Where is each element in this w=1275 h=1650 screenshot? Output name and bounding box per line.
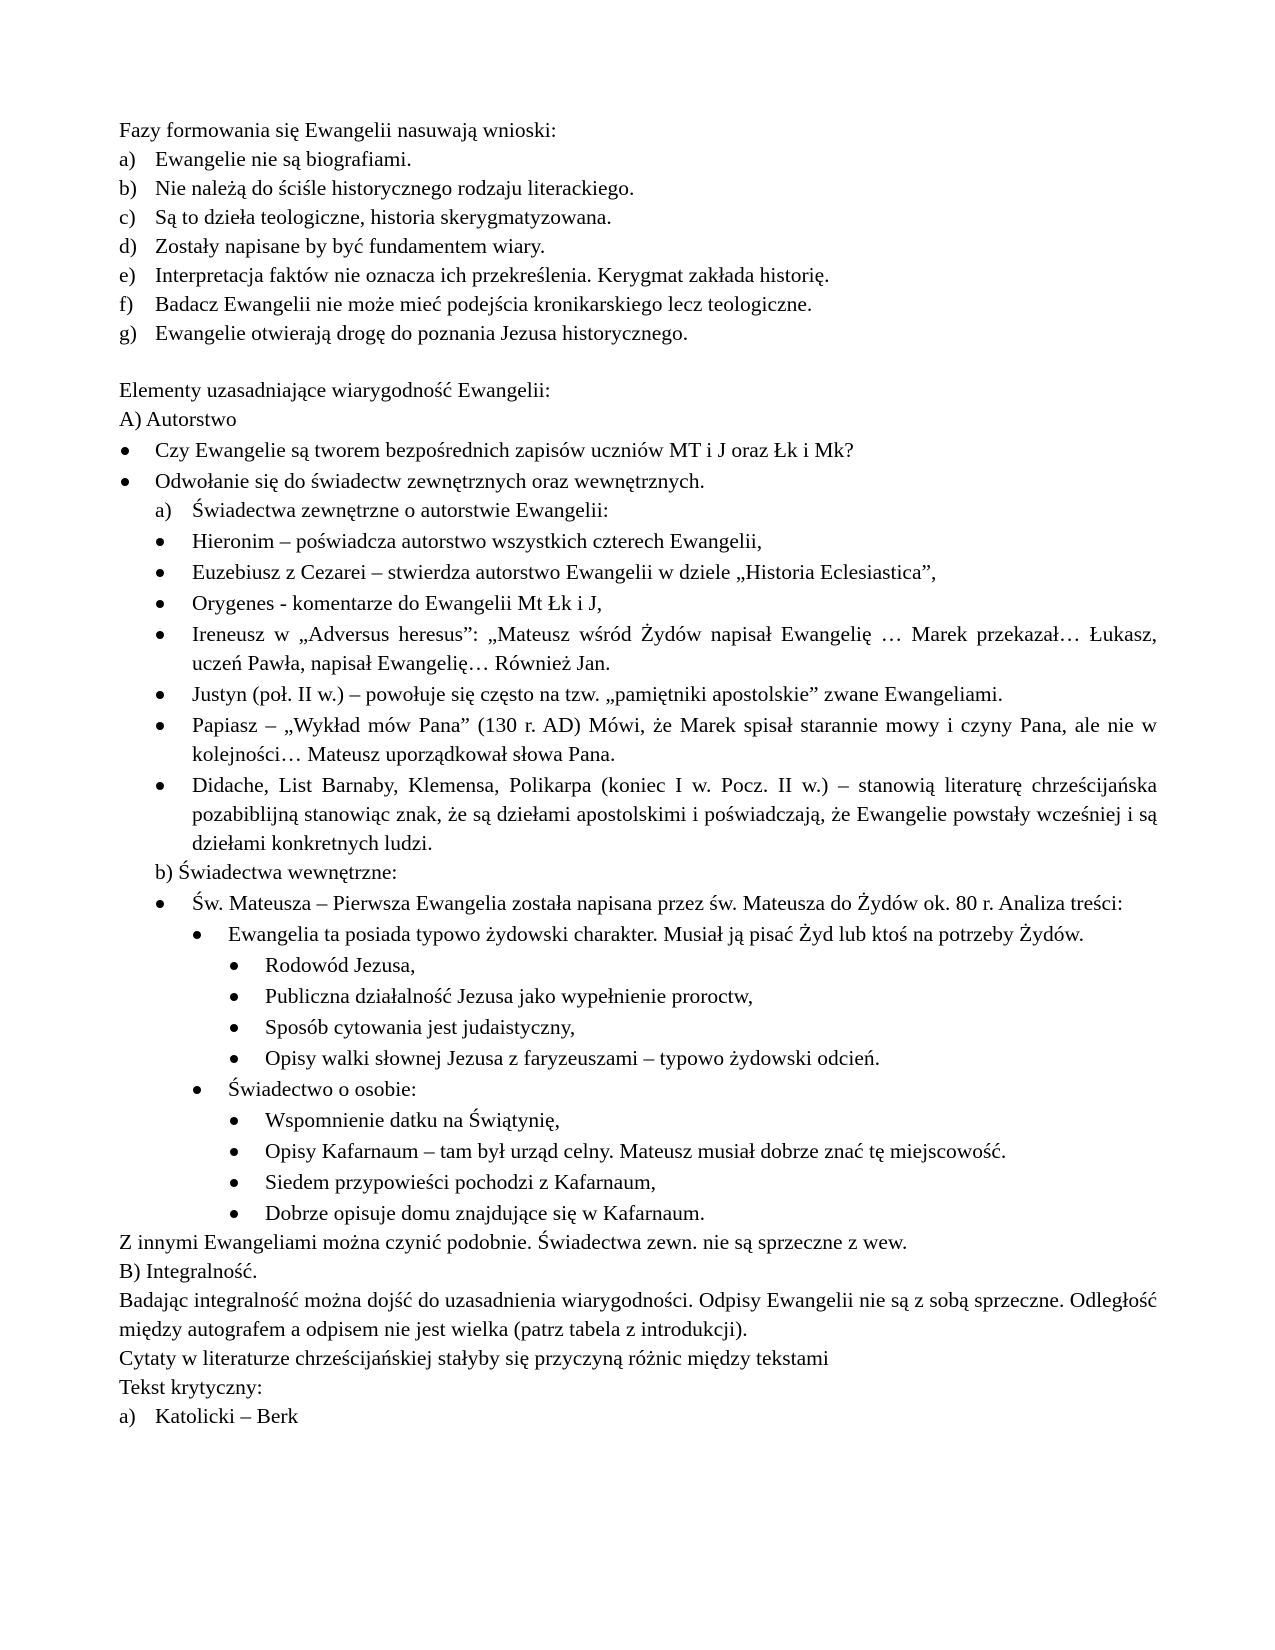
list-item-text: Są to dzieła teologiczne, historia skerygmatyzowana. [155, 205, 612, 229]
bullet-icon [230, 1117, 238, 1125]
bullet-text: Dobrze opisuje domu znajdujące się w Kafarnaum. [265, 1201, 705, 1225]
list-item-text: Nie należą do ściśle historycznego rodzaju literackiego. [155, 176, 635, 200]
bullet-icon [230, 1179, 238, 1187]
bullet-item [119, 527, 1157, 556]
bullet-icon [193, 931, 201, 939]
bullet-item [119, 589, 1157, 618]
bullet-icon [121, 447, 129, 455]
bullet-text: Publiczna działalność Jezusa jako wypełnienie proroctw, [265, 984, 754, 1008]
bullet-icon [230, 1148, 238, 1156]
bullet-text: Ireneusz w „Adversus heresus”: „Mateusz wśród Żydów napisał Ewangelię … Marek przekazał… Łukasz, uczeń Pawła, napisał Ewangelię… Również Jan. [192, 622, 1157, 675]
bullet-icon [156, 900, 164, 908]
quotes-paragraph: Cytaty w literaturze chrześcijańskiej stałyby się przyczyną różnic między tekstami [119, 1346, 829, 1370]
list-item-text: Ewangelie otwierają drogę do poznania Jezusa historycznego. [155, 321, 689, 345]
bullet-icon [156, 691, 164, 699]
integrity-paragraph: Badając integralność można dojść do uzasadnienia wiarygodności. Odpisy Ewangelii nie są z sobą sprzeczne. Odległość między autografem a odpisem nie jest wielka (patrz tabela z introdukcji). [119, 1288, 1157, 1341]
bullet-text: Odwołanie się do świadectw zewnętrznych oraz wewnętrznych. [155, 469, 705, 493]
bullet-text: Wspomnienie datku na Świątynię, [265, 1108, 560, 1132]
bullet-item [119, 1199, 1157, 1228]
bullet-icon [156, 538, 164, 546]
bullet-item [119, 771, 1157, 858]
list-item [119, 290, 1157, 319]
list-item [119, 145, 1157, 174]
bullet-text: Opisy Kafarnaum – tam był urząd celny. Mateusz musiał dobrze znać tę miejscowość. [265, 1139, 1007, 1163]
bullet-text: Św. Mateusza – Pierwsza Ewangelia została napisana przez św. Mateusza do Żydów ok. 80 r. Analiza treści: [192, 891, 1123, 915]
other-gospels-paragraph: Z innymi Ewangeliami można czynić podobnie. Świadectwa zewn. nie są sprzeczne z wew. [119, 1230, 908, 1254]
bullet-text: Opisy walki słownej Jezusa z faryzeuszami – typowo żydowski odcień. [265, 1046, 880, 1070]
integrity-subheading: B) Integralność. [119, 1259, 258, 1283]
document-body [119, 116, 1157, 1431]
bullet-text: Justyn (poł. II w.) – powołuje się często na tzw. „pamiętniki apostolskie” zwane Ewangeliami. [192, 682, 1003, 706]
bullet-text: Euzebiusz z Cezarei – stwierdza autorstwo Ewangelii w dziele „Historia Eclesiastica”, [192, 560, 937, 584]
list-item [119, 232, 1157, 261]
bullet-item [119, 711, 1157, 769]
bullet-icon [156, 782, 164, 790]
bullet-icon [193, 1086, 201, 1094]
bullet-icon [156, 600, 164, 608]
bullet-icon [156, 722, 164, 730]
bullet-item [119, 436, 1157, 465]
list-item [119, 203, 1157, 232]
list-marker: g) [119, 321, 137, 345]
paragraph-gap [119, 348, 1157, 376]
bullet-text: Czy Ewangelie są tworem bezpośrednich zapisów uczniów MT i J oraz Łk i Mk? [155, 438, 854, 462]
bullet-icon [230, 1055, 238, 1063]
bullet-text: Hieronim – poświadcza autorstwo wszystkich czterech Ewangelii, [192, 529, 763, 553]
list-item-text: Zostały napisane by być fundamentem wiary. [155, 234, 546, 258]
bullet-icon [230, 962, 238, 970]
bullet-text: Didache, List Barnaby, Klemensa, Polikarpa (koniec I w. Pocz. II w.) – stanowią literaturę chrześcijańska pozabiblijną stanowiąc znak, że są dziełami apostolskimi i poświadczają, że Ewangelie powstały wcześniej i są dziełami konkretnych ludzi. [192, 773, 1157, 855]
list-item-text: Ewangelie nie są biografiami. [155, 147, 412, 171]
bullet-item [119, 1106, 1157, 1135]
bullet-item [119, 920, 1157, 949]
external-testimony-heading [119, 496, 1157, 525]
list-marker: a) [155, 498, 172, 522]
bullet-text: Orygenes - komentarze do Ewangelii Mt Łk i J, [192, 591, 603, 615]
list-item [119, 319, 1157, 348]
bullet-icon [156, 569, 164, 577]
bullet-text: Papiasz – „Wykład mów Pana” (130 r. AD) Mówi, że Marek spisał starannie mowy i czyny Pana, ale nie w kolejności… Mateusz uporządkował słowa Pana. [192, 713, 1157, 766]
bullet-text: Siedem przypowieści pochodzi z Kafarnaum, [265, 1170, 657, 1194]
bullet-text: Ewangelia ta posiada typowo żydowski charakter. Musiał ją pisać Żyd lub ktoś na potrzeby Żydów. [228, 922, 1085, 946]
bullet-icon [156, 631, 164, 639]
bullet-text: Sposób cytowania jest judaistyczny, [265, 1015, 576, 1039]
bullet-item [119, 1137, 1157, 1166]
list-marker: a) [119, 147, 136, 171]
bullet-icon [230, 1024, 238, 1032]
list-item [119, 174, 1157, 203]
bullet-icon [121, 478, 129, 486]
bullet-item [119, 680, 1157, 709]
list-marker: e) [119, 263, 136, 287]
list-item-text: Katolicki – Berk [155, 1404, 299, 1428]
authorship-subheading: A) Autorstwo [119, 407, 237, 431]
heading-text: Świadectwa zewnętrzne o autorstwie Ewangelii: [192, 498, 609, 522]
bullet-item [119, 982, 1157, 1011]
internal-testimony-heading: b) Świadectwa wewnętrzne: [155, 860, 398, 884]
bullet-icon [230, 1210, 238, 1218]
bullet-item [119, 951, 1157, 980]
list-marker: b) [119, 176, 137, 200]
list-item-text: Interpretacja faktów nie oznacza ich przekreślenia. Kerygmat zakłada historię. [155, 263, 830, 287]
bullet-item [119, 1075, 1157, 1104]
section1-heading: Fazy formowania się Ewangelii nasuwają wnioski: [119, 118, 557, 142]
section2-heading: Elementy uzasadniające wiarygodność Ewangelii: [119, 378, 551, 402]
bullet-item [119, 467, 1157, 496]
conclusions-list [119, 145, 1157, 348]
list-marker: c) [119, 205, 136, 229]
bullet-item [119, 1013, 1157, 1042]
bullet-icon [230, 993, 238, 1001]
list-item [119, 1402, 1157, 1431]
list-marker: f) [119, 292, 134, 316]
critical-text-heading: Tekst krytyczny: [119, 1375, 263, 1399]
bullet-text: Świadectwo o osobie: [228, 1077, 417, 1101]
bullet-item [119, 889, 1157, 918]
bullet-item [119, 1168, 1157, 1197]
bullet-item [119, 620, 1157, 678]
bullet-text: Rodowód Jezusa, [265, 953, 416, 977]
list-item-text: Badacz Ewangelii nie może mieć podejścia kronikarskiego lecz teologiczne. [155, 292, 813, 316]
bullet-item [119, 558, 1157, 587]
list-item [119, 261, 1157, 290]
list-marker: a) [119, 1404, 136, 1428]
bullet-item [119, 1044, 1157, 1073]
list-marker: d) [119, 234, 137, 258]
